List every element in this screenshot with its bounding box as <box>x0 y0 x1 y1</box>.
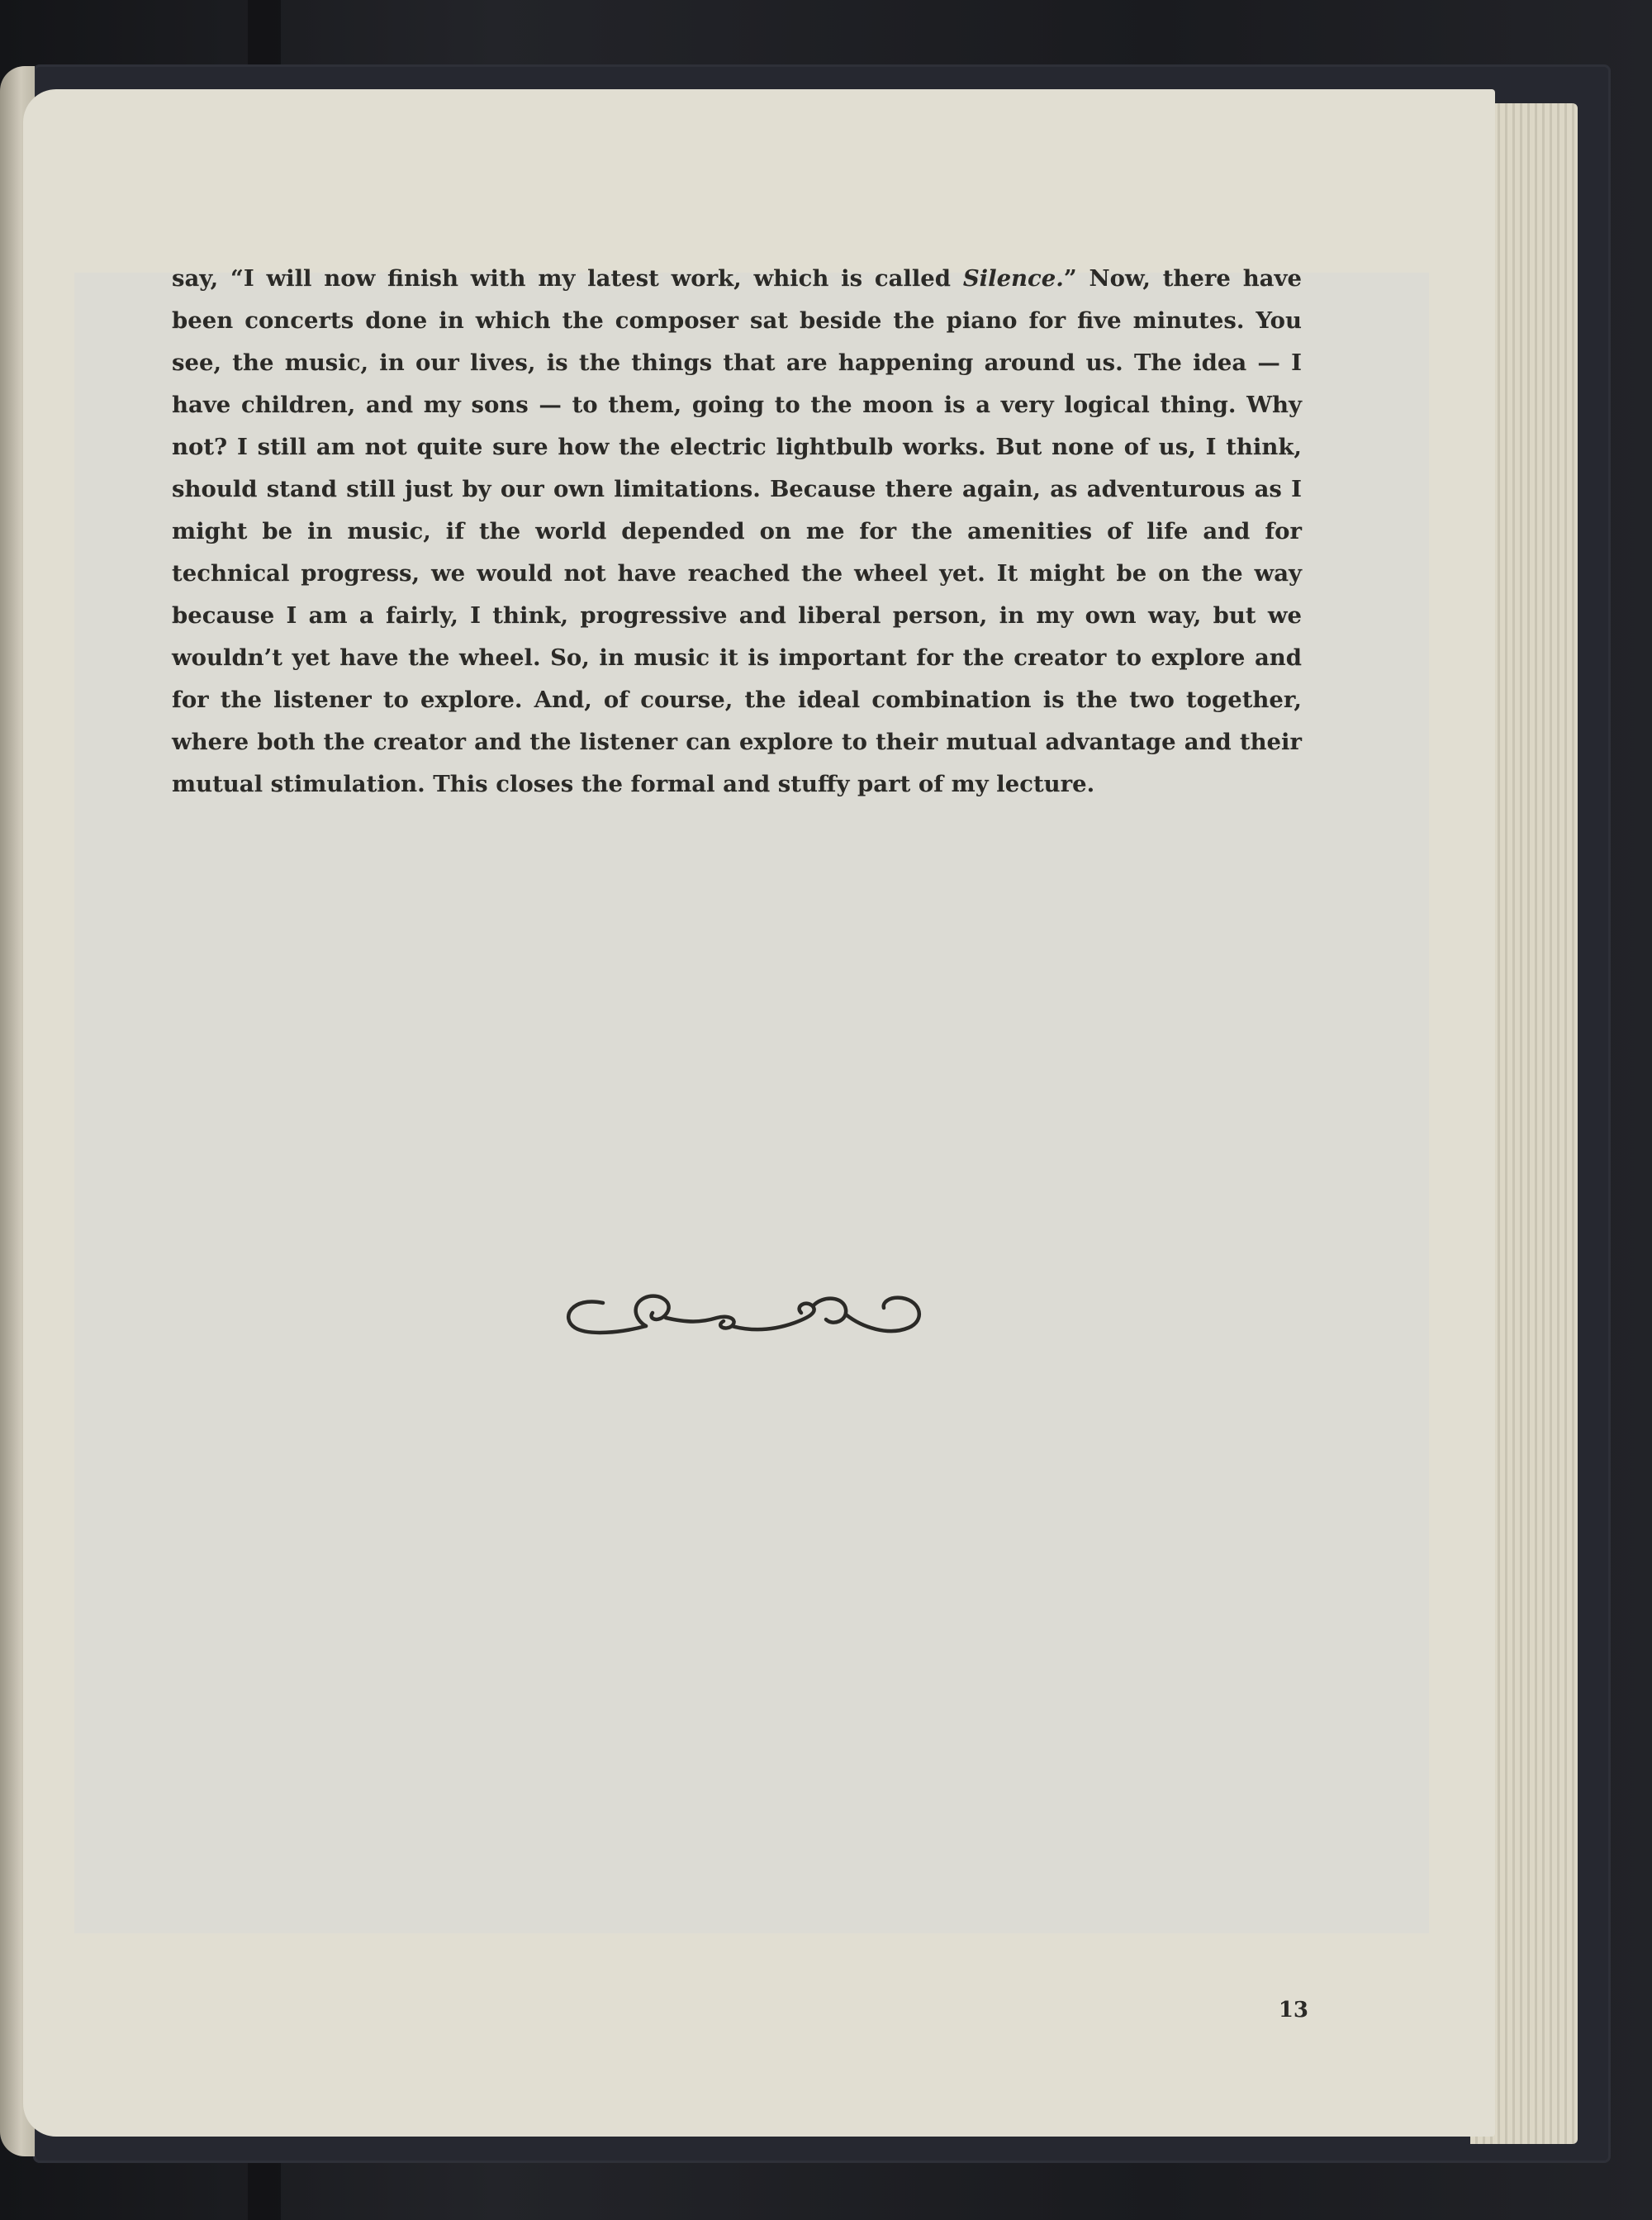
flourish-ornament-icon <box>555 1285 932 1343</box>
page-number: 13 <box>1278 1998 1308 2023</box>
paragraph-text-rest: ” Now, there have been concerts done in which the composer sat beside the piano for five minutes. You see, the music, in our lives, is the things that are happening around us. The idea — I have children, and my sons — to them, going to the moon is a very logical thing. Why not? I still am not quite sure how the electric lightbulb works. But none of us, I think, should stand still just by our own limitations. Because there again, as adventurous as I might be in music, if the world depended on me for the amenities of life and for technical progress, we would not have reached the wheel yet. It might be on the way because I am a fairly, I think, progressive and liberal person, in my own way, but we wouldn’t yet have the wheel. So, in music it is important for the creator to explore and for the listener to explore. And, of course, the ideal combination is the two together, where both the creator and the listener can explore to their mutual advantage and their mutual stimulation. This closes the formal and stuffy part of my lecture. <box>172 265 1302 797</box>
paragraph-text-start: say, “I will now finish with my latest work, which is called <box>172 265 963 292</box>
work-title: Silence. <box>962 265 1064 292</box>
body-paragraph <box>172 258 1302 806</box>
